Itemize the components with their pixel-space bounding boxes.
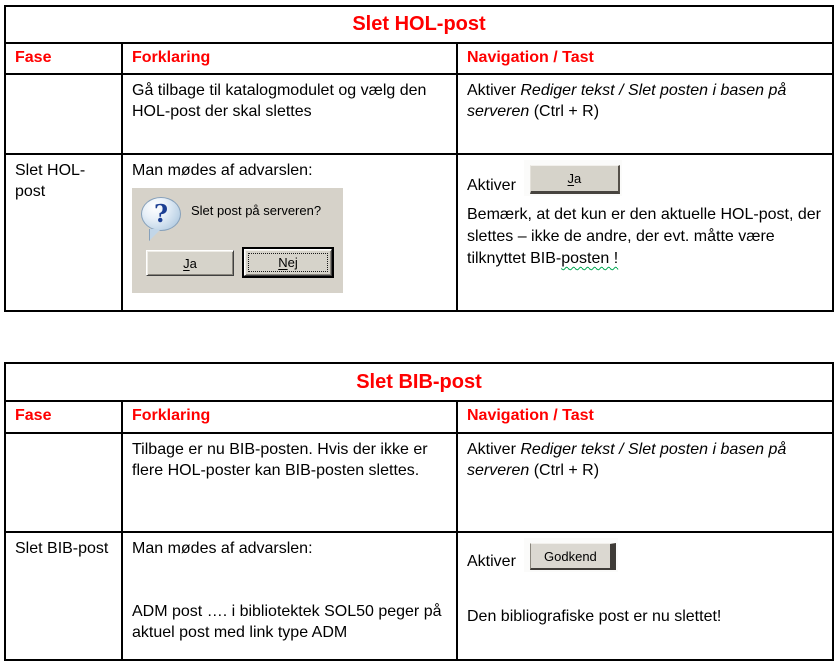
nav-prefix: Aktiver: [467, 441, 516, 458]
question-mark-glyph: ?: [141, 197, 181, 231]
nav-shortcut: (Ctrl + R): [533, 103, 600, 120]
navigation-cell: [457, 532, 833, 660]
godkend-button-image[interactable]: Godkend: [530, 543, 616, 570]
forklaring-cell: [122, 532, 457, 660]
aktiver-label: Aktiver: [467, 177, 516, 194]
forklaring-cell: [122, 154, 457, 311]
confirm-dialog: [132, 188, 343, 293]
fase-cell-empty: [5, 433, 122, 532]
grammar-flagged-text: posten !: [561, 250, 619, 267]
advarsel-intro: Man mødes af advarslen:: [132, 540, 313, 557]
header-fase: Fase: [5, 401, 122, 433]
bib-table: [4, 362, 834, 661]
fase-cell-empty: [5, 74, 122, 154]
navigation-cell: [457, 154, 833, 311]
adm-post-note: ADM post …. i bibliotektek SOL50 peger på aktuel post med link type ADM: [132, 603, 442, 641]
godkend-button-image-frame: [524, 538, 618, 572]
aktiver-label: Aktiver: [467, 553, 516, 570]
nej-button[interactable]: Nej: [244, 249, 332, 276]
nav-menu-path: Rediger tekst / Slet posten i basen på serveren: [467, 441, 787, 479]
advarsel-intro: Man mødes af advarslen:: [132, 162, 313, 179]
ja-button-image[interactable]: Ja: [530, 165, 620, 194]
balloon-tail: [149, 229, 161, 241]
header-forklaring: Forklaring: [122, 401, 457, 433]
nav-menu-path: Rediger tekst / Slet posten i basen på serveren: [467, 82, 787, 120]
hol-table: [4, 5, 834, 312]
forklaring-text: Tilbage er nu BIB-posten. Hvis der ikke er flere HOL-poster kan BIB-posten slettes.: [122, 433, 457, 532]
dialog-message: Slet post på serveren?: [191, 203, 322, 218]
ja-button[interactable]: Ja: [146, 250, 234, 276]
nej-button-focus-ring: [242, 247, 334, 278]
fase-label: Slet BIB-post: [5, 532, 122, 660]
hol-table-title: Slet HOL-post: [5, 6, 833, 43]
nav-shortcut: (Ctrl + R): [533, 462, 600, 479]
navigation-text: [457, 433, 833, 532]
ja-button-image-frame: [524, 160, 622, 196]
header-forklaring: Forklaring: [122, 43, 457, 74]
question-balloon-icon: [141, 197, 183, 239]
fase-label: Slet HOL-post: [5, 154, 122, 311]
bib-table-title: Slet BIB-post: [5, 363, 833, 401]
header-navigation: Navigation / Tast: [457, 43, 833, 74]
bemaerk-note: Bemærk, at det kun er den aktuelle HOL-post, der slettes – ikke de andre, der evt. måtte være tilknyttet BIB-posten !: [467, 206, 821, 267]
nav-prefix: Aktiver: [467, 82, 516, 99]
header-fase: Fase: [5, 43, 122, 74]
forklaring-text: Gå tilbage til katalogmodulet og vælg den HOL-post der skal slettes: [122, 74, 457, 154]
result-text: Den bibliografiske post er nu slettet!: [467, 608, 722, 625]
navigation-text: [457, 74, 833, 154]
header-navigation: Navigation / Tast: [457, 401, 833, 433]
